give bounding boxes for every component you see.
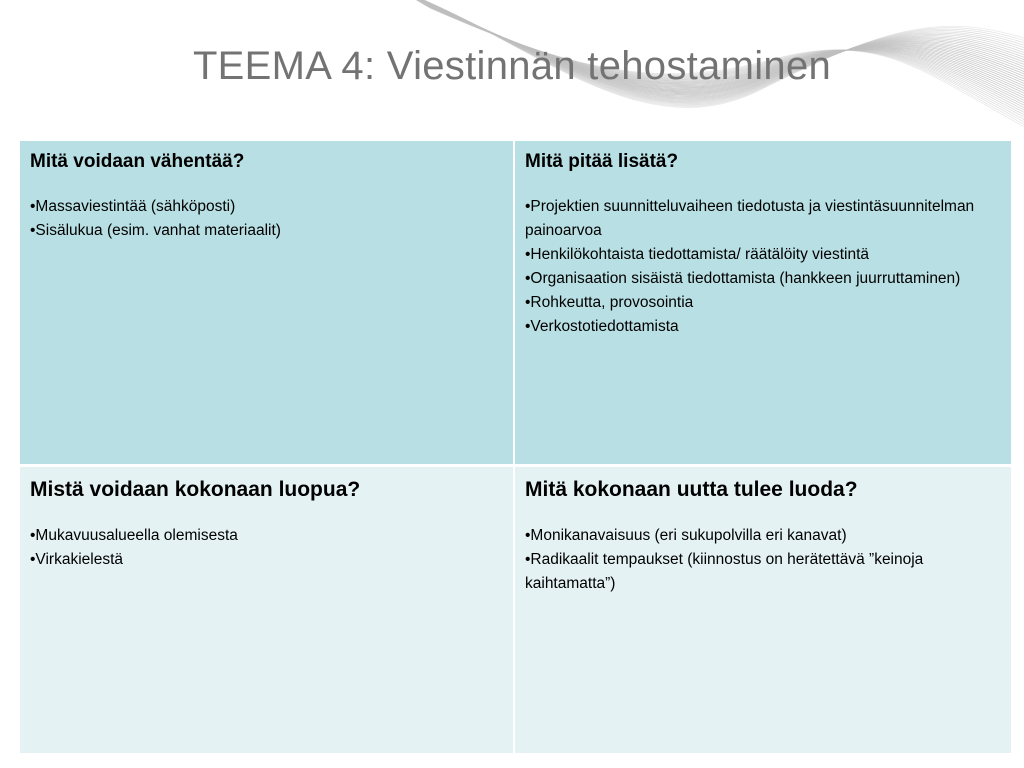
slide-title: TEEMA 4: Viestinnän tehostaminen [192,44,832,88]
list-item: •Sisälukua (esim. vanhat materiaalit) [30,222,281,239]
list-item: •Verkostotiedottamista [525,318,679,335]
quadrant-eliminate-heading: Mistä voidaan kokonaan luopua? [30,478,361,501]
quadrant-eliminate-list [30,524,503,572]
quadrant-add-heading: Mitä pitää lisätä? [525,151,679,172]
quadrant-create-list [525,524,1001,596]
quadrant-eliminate [20,467,515,756]
list-item: •Projektien suunnitteluvaiheen tiedotusta ja viestintäsuunnitelman painoarvoa [525,198,975,239]
list-item: •Monikanavaisuus (eri sukupolvilla eri kanavat) [525,527,847,544]
list-item: •Mukavuusalueella olemisesta [30,527,238,544]
quadrant-reduce [20,141,515,467]
quadrant-reduce-heading: Mitä voidaan vähentää? [30,151,245,172]
list-item: •Virkakielestä [30,551,124,568]
list-item: •Massaviestintää (sähköposti) [30,198,236,215]
quadrant-reduce-list [30,195,503,243]
quadrant-add-list [525,195,1001,339]
swot-grid [20,141,1013,756]
list-item: •Organisaation sisäistä tiedottamista (hankkeen juurruttaminen) [525,270,961,287]
quadrant-add [515,141,1013,467]
list-item: •Henkilökohtaista tiedottamista/ räätälöity viestintä [525,246,870,263]
quadrant-create-heading: Mitä kokonaan uutta tulee luoda? [525,478,858,501]
list-item: •Rohkeutta, provosointia [525,294,694,311]
quadrant-create [515,467,1013,756]
list-item: •Radikaalit tempaukset (kiinnostus on herätettävä ”keinoja kaihtamatta”) [525,551,924,592]
